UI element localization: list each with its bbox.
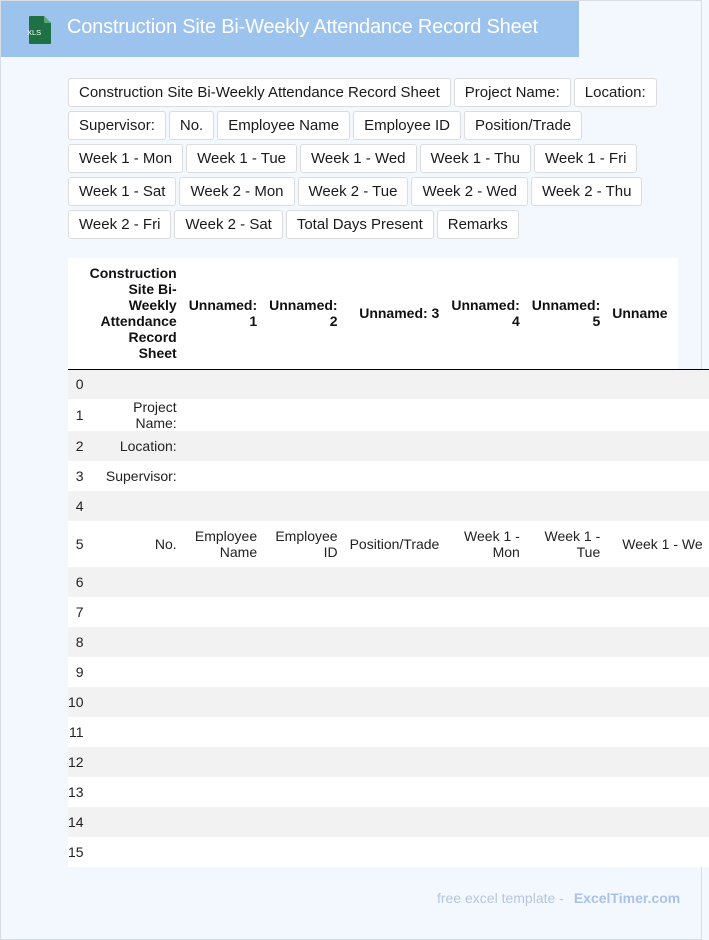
table-cell: [263, 627, 343, 657]
column-chip[interactable]: Week 2 - Tue: [298, 177, 409, 206]
table-cell: [344, 627, 446, 657]
row-index-label: 12: [68, 754, 84, 770]
table-cell: [445, 687, 525, 717]
table-cell: [526, 807, 606, 837]
table-cell: [183, 657, 263, 687]
column-header: Unnamed: 3: [344, 258, 446, 369]
row-index-label: 11: [69, 724, 84, 740]
row-index: [68, 461, 84, 491]
table-row: [68, 777, 709, 807]
column-chip[interactable]: Week 1 - Fri: [534, 144, 637, 173]
table-cell: [263, 369, 343, 399]
table-cell: [263, 567, 343, 597]
table-cell: [84, 747, 183, 777]
table-row: [68, 717, 709, 747]
table-cell: [84, 491, 183, 521]
table-cell: [606, 837, 708, 867]
row-index: [68, 657, 84, 687]
table-cell: [263, 597, 343, 627]
table-cell: [344, 597, 446, 627]
table-cell: Week 1 - We: [622, 536, 703, 552]
svg-text:XLS: XLS: [27, 28, 42, 37]
table-cell: [84, 717, 183, 747]
data-table: [68, 258, 709, 867]
table-cell: [344, 777, 446, 807]
table-cell: [526, 567, 606, 597]
row-index: [68, 837, 84, 867]
table-cell: Week 1 - Mon: [464, 528, 520, 560]
table-cell: [606, 747, 708, 777]
table-cell: [183, 369, 263, 399]
table-cell: [445, 777, 525, 807]
table-cell: [526, 717, 606, 747]
table-cell: [606, 807, 708, 837]
table-cell: [183, 837, 263, 867]
table-cell: [84, 837, 183, 867]
table-cell: [183, 399, 263, 431]
row-index: [68, 777, 84, 807]
column-chip[interactable]: Total Days Present: [286, 210, 434, 239]
table-cell: [183, 567, 263, 597]
table-cell: [344, 807, 446, 837]
table-cell: [445, 837, 525, 867]
table-row: [68, 747, 709, 777]
table-cell: Employee ID: [275, 528, 338, 560]
column-chip[interactable]: Remarks: [437, 210, 519, 239]
row-index-label: 7: [75, 604, 84, 620]
table-cell: [344, 399, 446, 431]
table-cell: [526, 491, 606, 521]
row-index-label: 8: [75, 634, 84, 650]
table-cell: [84, 627, 183, 657]
column-header: Unnamed: 5: [526, 258, 606, 369]
row-index: [68, 807, 84, 837]
table-header-row: [68, 258, 709, 369]
table-row: [68, 807, 709, 837]
table-row: [68, 627, 709, 657]
table-cell: [606, 567, 708, 597]
row-index-label: 14: [68, 814, 84, 830]
table-cell: [445, 491, 525, 521]
column-chip[interactable]: Supervisor:: [68, 111, 166, 140]
table-cell: [183, 807, 263, 837]
table-row: [68, 369, 709, 399]
table-row: [68, 567, 709, 597]
column-chip[interactable]: Position/Trade: [464, 111, 582, 140]
table-cell: [526, 747, 606, 777]
table-cell: [526, 461, 606, 491]
table-cell: [183, 431, 263, 461]
column-chip[interactable]: No.: [169, 111, 214, 140]
row-index: [68, 717, 84, 747]
row-index: [68, 567, 84, 597]
table-cell: [183, 687, 263, 717]
table-cell: [263, 461, 343, 491]
table-cell: [445, 627, 525, 657]
xls-file-icon: [24, 15, 52, 45]
table-cell: [84, 597, 183, 627]
table-cell: [606, 491, 708, 521]
table-cell: [183, 597, 263, 627]
table-body: [68, 369, 709, 867]
table-cell: [263, 717, 343, 747]
table-cell: [183, 777, 263, 807]
table-cell: [606, 627, 708, 657]
table-cell: [445, 597, 525, 627]
table-cell: [183, 717, 263, 747]
column-chip[interactable]: Employee Name: [217, 111, 350, 140]
table-cell: [344, 657, 446, 687]
table-cell: [526, 777, 606, 807]
column-header: Unnamed: 4: [445, 258, 525, 369]
column-header: Unnamed: 2: [263, 258, 343, 369]
table-cell: [445, 431, 525, 461]
table-cell: [263, 657, 343, 687]
column-chip[interactable]: Week 1 - Thu: [420, 144, 532, 173]
table-cell: [526, 431, 606, 461]
column-chip[interactable]: Week 2 - Wed: [411, 177, 527, 206]
table-cell: [526, 837, 606, 867]
column-chip[interactable]: Week 1 - Mon: [68, 144, 183, 173]
table-cell: [183, 627, 263, 657]
row-index: [68, 431, 84, 461]
table-row: [68, 461, 709, 491]
footer: [437, 890, 680, 906]
table-cell: [263, 807, 343, 837]
table-cell: [84, 369, 183, 399]
table-cell: [344, 837, 446, 867]
column-chip[interactable]: Construction Site Bi-Weekly Attendance Record Sheet: [68, 78, 451, 107]
table-row: [68, 431, 709, 461]
table-cell: [84, 777, 183, 807]
row-index: [68, 399, 84, 431]
row-index-label: 1: [75, 407, 84, 423]
row-index-label: 5: [75, 536, 84, 552]
row-index: [68, 521, 84, 567]
column-header: Unnamed: 1: [183, 258, 263, 369]
column-chip[interactable]: Project Name:: [454, 78, 571, 107]
table-cell: [606, 399, 708, 431]
table-cell: Project Name:: [133, 399, 177, 431]
column-chip-list: [68, 78, 698, 239]
table-cell: [526, 627, 606, 657]
column-chip[interactable]: Week 2 - Mon: [179, 177, 294, 206]
table-cell: [183, 461, 263, 491]
table-row: [68, 837, 709, 867]
table-cell: Supervisor:: [105, 468, 177, 484]
table-cell: [606, 461, 708, 491]
table-cell: [183, 747, 263, 777]
column-chip[interactable]: Week 1 - Sat: [68, 177, 176, 206]
table-cell: [445, 399, 525, 431]
table-cell: [445, 567, 525, 597]
table-cell: [445, 807, 525, 837]
column-chip[interactable]: Location:: [574, 78, 657, 107]
table-cell: [606, 597, 708, 627]
table-cell: [84, 567, 183, 597]
row-index-label: 6: [75, 574, 84, 590]
table-cell: [526, 369, 606, 399]
table-cell: [526, 657, 606, 687]
table-cell: [606, 687, 708, 717]
table-cell: [445, 717, 525, 747]
row-index: [68, 597, 84, 627]
column-header: Unname: [606, 258, 708, 369]
row-index: [68, 747, 84, 777]
table-cell: [445, 747, 525, 777]
table-cell: [344, 747, 446, 777]
table-cell: [263, 777, 343, 807]
column-chip[interactable]: Week 2 - Thu: [531, 177, 643, 206]
table-cell: [344, 369, 446, 399]
table-cell: [263, 837, 343, 867]
table-cell: [263, 431, 343, 461]
table-cell: [445, 461, 525, 491]
column-chip[interactable]: Week 1 - Wed: [300, 144, 416, 173]
row-index-label: 13: [68, 784, 84, 800]
row-index: [68, 627, 84, 657]
table-cell: Week 1 - Tue: [544, 528, 601, 560]
table-cell: [445, 369, 525, 399]
data-table-viewport[interactable]: [68, 258, 703, 865]
table-cell: [183, 491, 263, 521]
column-header: Construction Site Bi-Weekly Attendance Record Sheet: [84, 258, 183, 369]
footer-brand-link[interactable]: ExcelTimer.com: [573, 890, 681, 906]
table-cell: [263, 747, 343, 777]
table-row: [68, 491, 709, 521]
table-cell: Employee Name: [194, 528, 258, 560]
row-index: [68, 491, 84, 521]
table-cell: Location:: [119, 438, 177, 454]
row-index-label: 10: [68, 694, 84, 710]
row-index-label: 2: [75, 438, 84, 454]
table-cell: [344, 567, 446, 597]
row-index-label: 9: [75, 664, 84, 680]
table-cell: [606, 717, 708, 747]
table-cell: [84, 687, 183, 717]
row-index-label: 4: [75, 498, 84, 514]
row-index: [68, 369, 84, 399]
table-row: [68, 399, 709, 431]
table-cell: [263, 687, 343, 717]
table-cell: [84, 807, 183, 837]
table-cell: [526, 687, 606, 717]
table-cell: [526, 399, 606, 431]
row-index: [68, 687, 84, 717]
page-title: Construction Site Bi-Weekly Attendance Record Sheet: [67, 16, 538, 38]
table-cell: [445, 657, 525, 687]
table-cell: [606, 431, 708, 461]
table-cell: [84, 657, 183, 687]
table-cell: [344, 431, 446, 461]
row-index-label: 0: [75, 376, 84, 393]
row-index-label: 15: [68, 844, 84, 860]
table-cell: [344, 687, 446, 717]
column-chip[interactable]: Week 2 - Sat: [174, 210, 282, 239]
column-chip[interactable]: Week 2 - Fri: [68, 210, 171, 239]
table-cell: [606, 657, 708, 687]
table-row: [68, 657, 709, 687]
table-cell: No.: [154, 536, 177, 552]
table-cell: [263, 491, 343, 521]
header-banner: [1, 1, 579, 57]
column-chip[interactable]: Week 1 - Tue: [186, 144, 297, 173]
table-cell: [526, 597, 606, 627]
footer-text: free excel template -: [437, 890, 564, 906]
table-row: [68, 521, 709, 567]
table-cell: [344, 717, 446, 747]
index-header: [68, 258, 84, 369]
table-cell: [344, 461, 446, 491]
table-row: [68, 597, 709, 627]
table-cell: [606, 369, 708, 399]
table-cell: [606, 777, 708, 807]
table-cell: Position/Trade: [349, 536, 440, 552]
table-cell: [263, 399, 343, 431]
table-row: [68, 687, 709, 717]
column-chip[interactable]: Employee ID: [353, 111, 461, 140]
table-cell: [344, 491, 446, 521]
row-index-label: 3: [75, 468, 84, 484]
